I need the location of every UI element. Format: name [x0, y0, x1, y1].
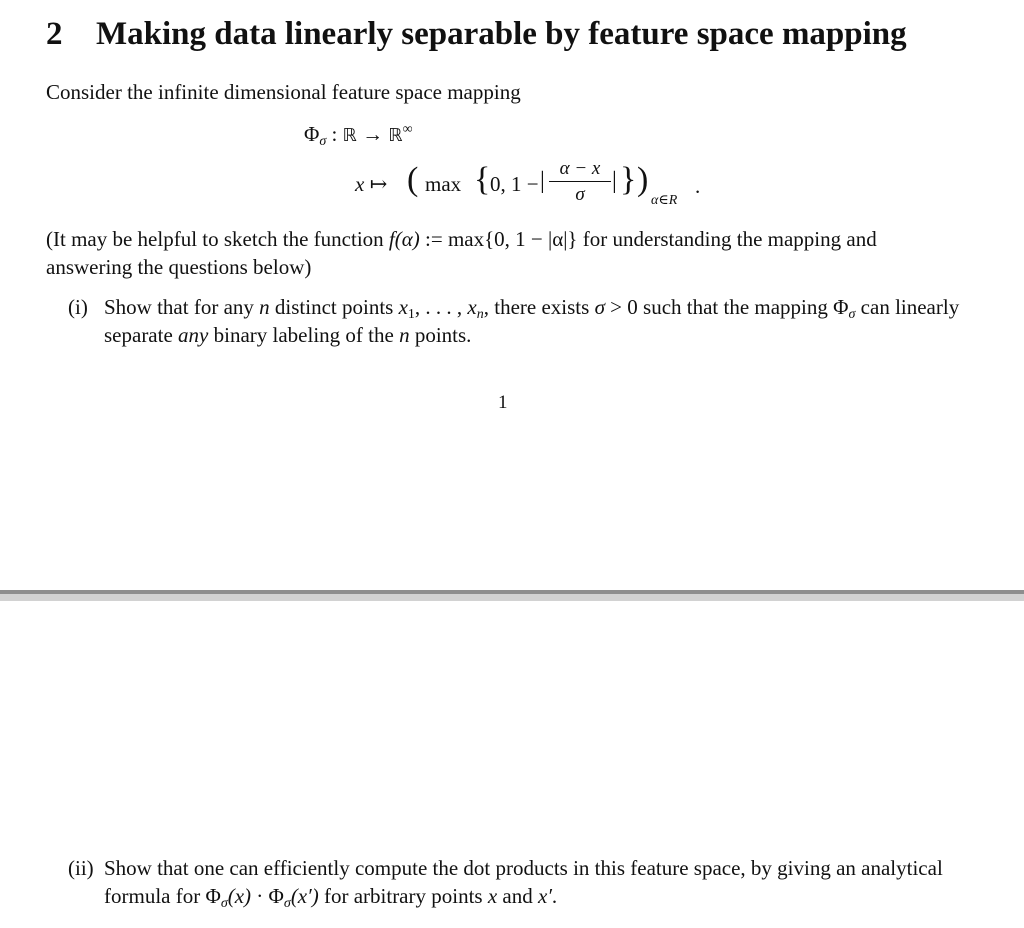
max-expression: max{0, 1 − |α|} [447, 227, 578, 251]
phi-sigma-subscript-a: σ [220, 896, 228, 911]
phi-sigma-subscript-b: σ [283, 896, 291, 911]
mapping-signature-equation [304, 122, 413, 147]
n-variable: n [259, 295, 270, 319]
question-ii [68, 854, 960, 914]
fraction-bar [549, 181, 611, 182]
close-brace: } [620, 161, 637, 198]
reals-symbol-target: ℝ [388, 125, 403, 146]
zero-one-minus: 0, 1 − [490, 172, 539, 196]
sigma-variable: σ [594, 295, 605, 319]
dot-operator: · [251, 884, 269, 908]
abs-close: | [612, 168, 617, 194]
hint-paragraph [46, 225, 961, 281]
q1-text-6: binary labeling of the [208, 323, 400, 347]
open-brace: { [474, 161, 491, 198]
fraction-denominator: σ [575, 184, 585, 205]
ellipsis: , . . . , [414, 295, 468, 319]
question-i-label: (i) [68, 295, 88, 319]
question-ii-text [104, 854, 960, 910]
max-operator: max [425, 172, 462, 196]
page-separator-light [0, 594, 1024, 601]
infinity-superscript: ∞ [402, 122, 413, 137]
q1-text-5: can linearly separate [104, 295, 960, 347]
intro-paragraph: Consider the infinite dimensional feature space mapping [46, 80, 521, 104]
page-number: 1 [498, 392, 508, 413]
equation-period: . [695, 174, 701, 198]
alpha-minus-x-over-sigma-fraction [549, 158, 611, 206]
x-prime-variable: x′ [538, 884, 552, 908]
phi-symbol-a: Φ [205, 884, 221, 908]
phi-symbol-q1: Φ [833, 295, 849, 319]
hint-text-2: for understanding the mapping and answering the questions below) [46, 227, 877, 279]
assign-symbol: := [419, 227, 448, 251]
alpha-in-R-subscript: α∈R [651, 193, 678, 208]
q2-text-2: for arbitrary points [318, 884, 488, 908]
phi-argument-x-prime: (x′) [290, 884, 319, 908]
and-word: and [497, 884, 538, 908]
q1-text-7: points. [409, 323, 472, 347]
phi-symbol: Φ [304, 122, 320, 146]
xn-variable: x [467, 295, 477, 319]
q1-text-3: , there exists [483, 295, 595, 319]
x1-subscript: 1 [407, 307, 415, 322]
sigma-subscript: σ [319, 134, 327, 149]
q2-period: . [551, 884, 558, 908]
x-maps-to: x ↦ [355, 172, 388, 196]
any-emphasis: any [178, 323, 209, 347]
section-title-text: Making data linearly separable by feature space mapping [96, 16, 907, 52]
reals-symbol: ℝ [342, 125, 357, 146]
hint-text-1: (It may be helpful to sketch the function [46, 227, 389, 251]
section-heading [46, 16, 907, 53]
f-alpha: f(α) [388, 227, 420, 251]
q1-text-1: Show that for any [104, 295, 260, 319]
colon: : [326, 122, 343, 146]
open-paren: ( [407, 161, 419, 198]
section-number: 2 [46, 16, 63, 52]
phi-symbol-b: Φ [268, 884, 284, 908]
q2-text-1: Show that one can efficiently compute the dot products in this feature space, by giving an analytical formula for [104, 856, 943, 908]
phi-argument-x: (x) [227, 884, 252, 908]
q1-text-2: distinct points [269, 295, 399, 319]
abs-open: | [540, 168, 545, 194]
question-ii-label: (ii) [68, 856, 94, 880]
arrow-symbol: → [356, 122, 389, 146]
x-variable: x [487, 884, 498, 908]
close-paren: ) [637, 161, 649, 198]
n-variable-2: n [399, 323, 410, 347]
fraction-numerator: α − x [559, 158, 601, 179]
q1-text-4: such that the mapping [637, 295, 834, 319]
question-i-text [104, 293, 960, 349]
x1-variable: x [398, 295, 408, 319]
xn-subscript: n [476, 307, 484, 322]
phi-sigma-subscript-q1: σ [848, 307, 856, 322]
question-i [68, 293, 960, 353]
greater-than-zero: > 0 [604, 295, 638, 319]
